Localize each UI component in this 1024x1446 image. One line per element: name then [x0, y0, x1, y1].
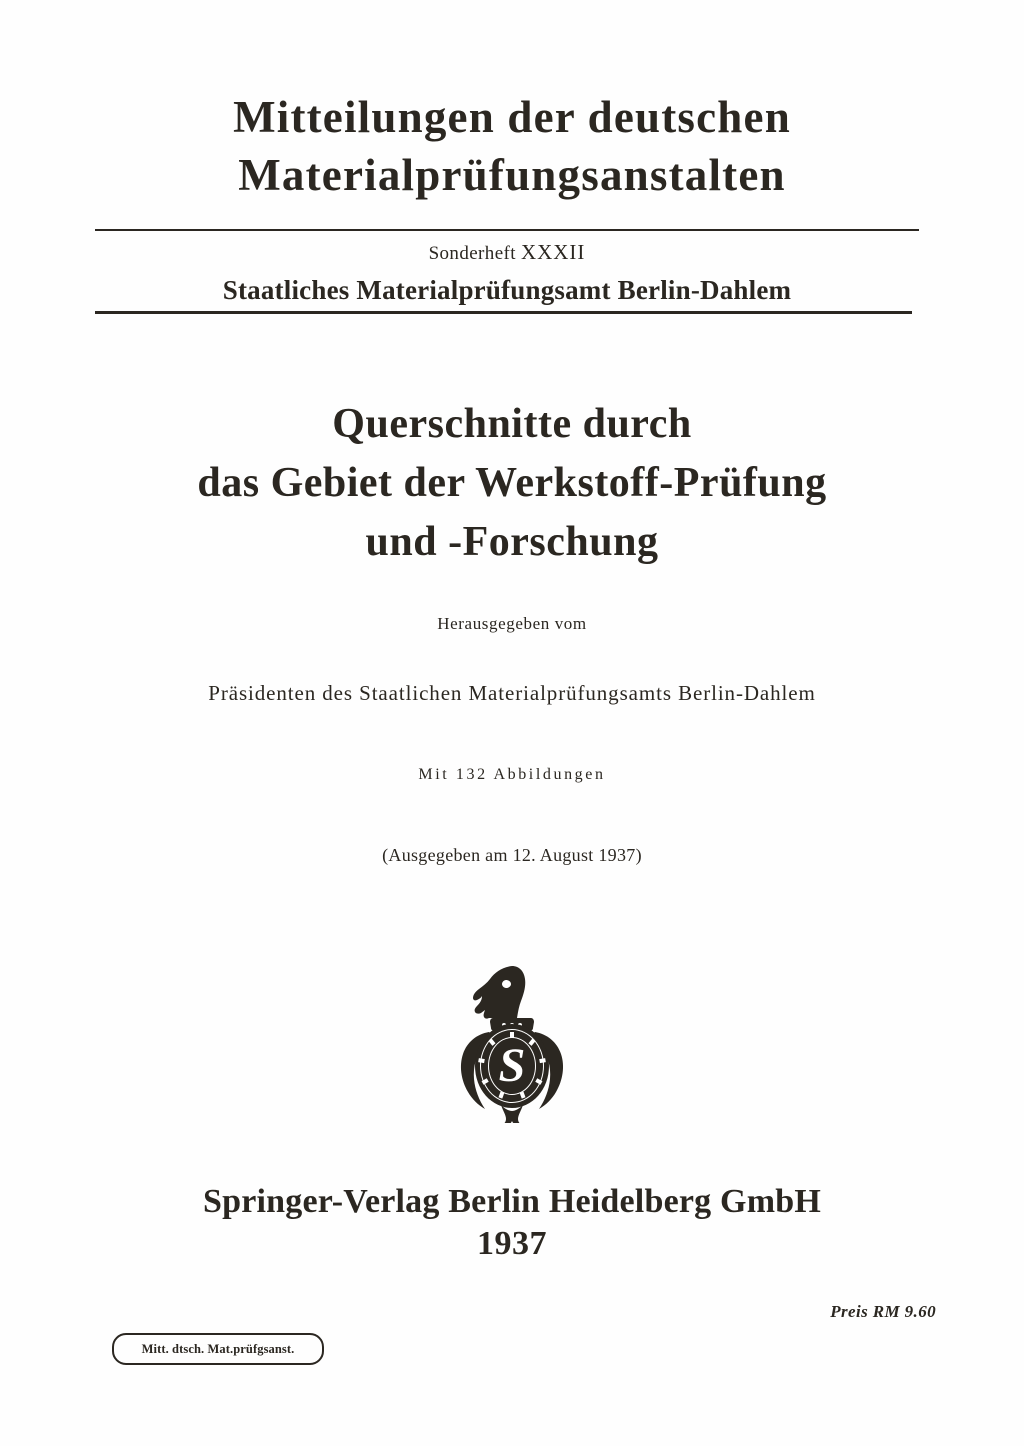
price-label: Preis RM 9.60 — [830, 1302, 936, 1321]
publisher-name: Springer-Verlag Berlin Heidelberg GmbH — [203, 1183, 821, 1220]
credits-intro: Herausgegeben vom — [437, 614, 587, 633]
library-stamp — [112, 1333, 324, 1365]
library-stamp-text: Mitt. dtsch. Mat.prüfgsanst. — [141, 1341, 295, 1356]
horizontal-rule-top — [95, 229, 919, 231]
imprint — [60, 1180, 964, 1265]
credits-editor: Präsidenten des Staatlichen Materialprüfungsamts Berlin-Dahlem — [208, 681, 816, 705]
horizontal-rule-bottom — [95, 311, 912, 314]
issue-designation — [95, 239, 919, 267]
series-block — [95, 239, 919, 309]
issuing-office: Staatliches Materialprüfungsamt Berlin-Dahlem — [222, 275, 792, 305]
springer-knight-logo — [449, 958, 575, 1123]
issue-label: Sonderheft — [428, 243, 516, 264]
issue-date: (Ausgegeben am 12. August 1937) — [382, 845, 642, 865]
page-title — [60, 395, 964, 572]
editor-credits — [60, 612, 964, 708]
title-line-1: Querschnitte durch — [332, 401, 692, 447]
masthead-line-1: Mitteilungen der deutschen — [233, 92, 791, 142]
title-line-2: das Gebiet der Werkstoff-Prüfung — [197, 460, 827, 506]
publication-year: 1937 — [477, 1225, 547, 1262]
masthead — [95, 88, 929, 204]
title-line-3: und -Forschung — [365, 519, 659, 565]
figures-note: Mit 132 Abbildungen — [418, 766, 606, 783]
svg-text:S: S — [498, 1039, 526, 1092]
masthead-line-2: Materialprüfungsanstalten — [238, 150, 786, 200]
issue-number: XXXII — [520, 240, 586, 264]
